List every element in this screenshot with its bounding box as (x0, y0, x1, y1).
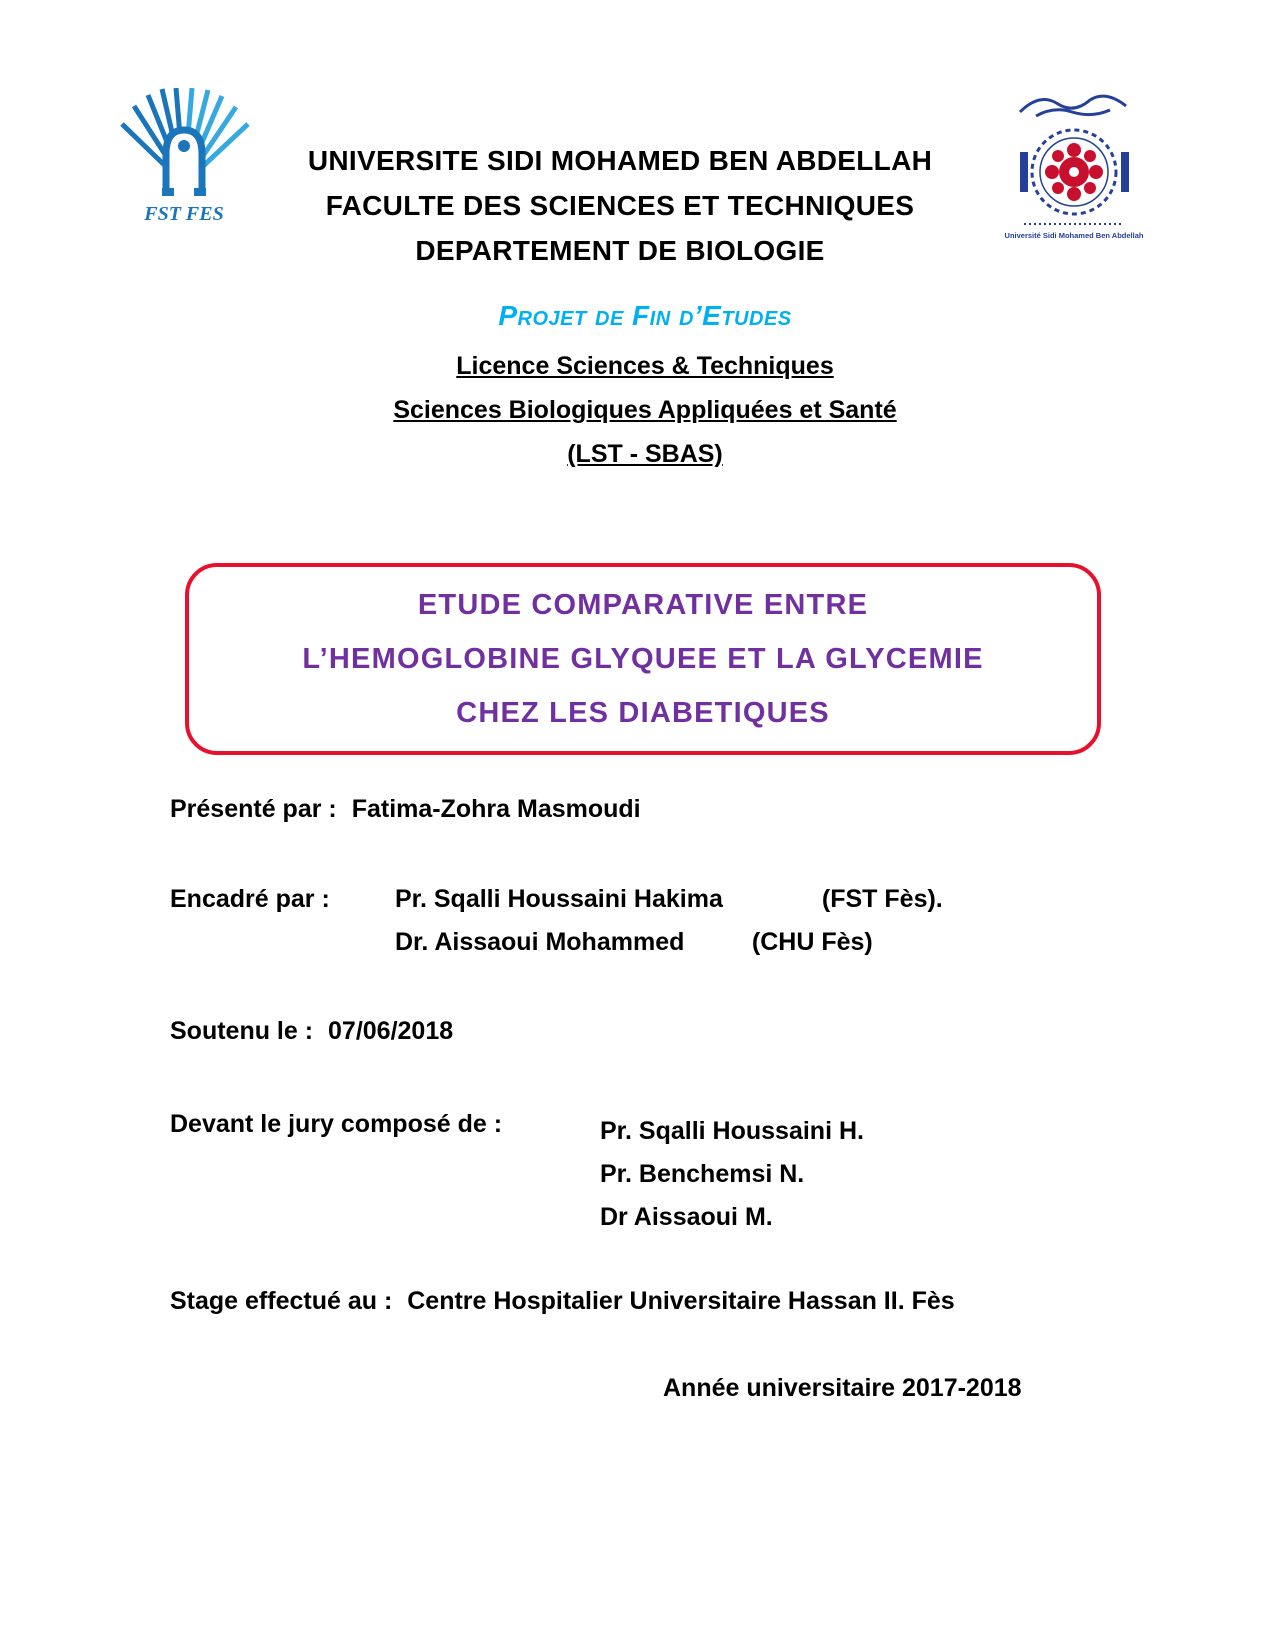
supervisor-name-2: Dr. Aissaoui Mohammed (394, 928, 685, 956)
jury-label: Devant le jury composé de : (170, 1110, 503, 1138)
defense-date-value: 07/06/2018 (328, 1017, 454, 1045)
title-line-2: L’HEMOGLOBINE GLYQUEE ET LA GLYCEMIE (302, 643, 984, 675)
jury-names (600, 1110, 864, 1239)
internship-line (170, 1287, 955, 1316)
title-line-3: CHEZ LES DIABETIQUES (456, 697, 830, 729)
faculty-name: FACULTE DES SCIENCES ET TECHNIQUES (325, 190, 915, 221)
licence-line: Licence Sciences & Techniques (456, 352, 834, 380)
sigle-line: (LST - SBAS) (567, 440, 723, 468)
university-header (0, 138, 1240, 273)
calligraphy-icon (1020, 96, 1126, 116)
academic-year: Année universitaire 2017-2018 (663, 1374, 1022, 1402)
projet-de-fin-detudes: Projet de Fin d’Etudes (498, 300, 792, 331)
jury-member: Dr Aissaoui M. (600, 1203, 773, 1231)
internship-label: Stage effectué au : (170, 1287, 393, 1315)
presented-by-label: Présenté par : (170, 795, 337, 823)
supervisor-line-2 (170, 928, 873, 957)
supervisor-affiliation-2: (CHU Fès) (751, 928, 873, 956)
defense-date-label: Soutenu le : (170, 1017, 314, 1045)
supervisor-label: Encadré par : (170, 885, 330, 913)
jury-member: Pr. Benchemsi N. (600, 1160, 805, 1188)
jury-member: Pr. Sqalli Houssaini H. (600, 1117, 864, 1145)
defense-date-line (170, 1017, 453, 1046)
presented-by-line (170, 795, 641, 824)
supervisor-affiliation-1: (FST Fès). (821, 885, 943, 913)
seal-caption: Université Sidi Mohamed Ben Abdellah (1004, 231, 1144, 240)
internship-place: Centre Hospitalier Universitaire Hassan II. Fès (407, 1287, 955, 1315)
thesis-title-box (185, 563, 1101, 755)
university-name: UNIVERSITE SIDI MOHAMED BEN ABDELLAH (307, 145, 933, 176)
filiere-line: Sciences Biologiques Appliquées et Santé (393, 396, 897, 424)
fst-logo-label: FST FES (144, 203, 224, 225)
jury-section (170, 1110, 864, 1239)
presented-by-name: Fatima-Zohra Masmoudi (351, 795, 641, 823)
department-name: DEPARTEMENT DE BIOLOGIE (415, 235, 825, 266)
supervisor-line-1 (170, 885, 943, 914)
title-line-1: ETUDE COMPARATIVE ENTRE (417, 589, 869, 621)
supervisor-name-1: Pr. Sqalli Houssaini Hakima (394, 885, 723, 913)
